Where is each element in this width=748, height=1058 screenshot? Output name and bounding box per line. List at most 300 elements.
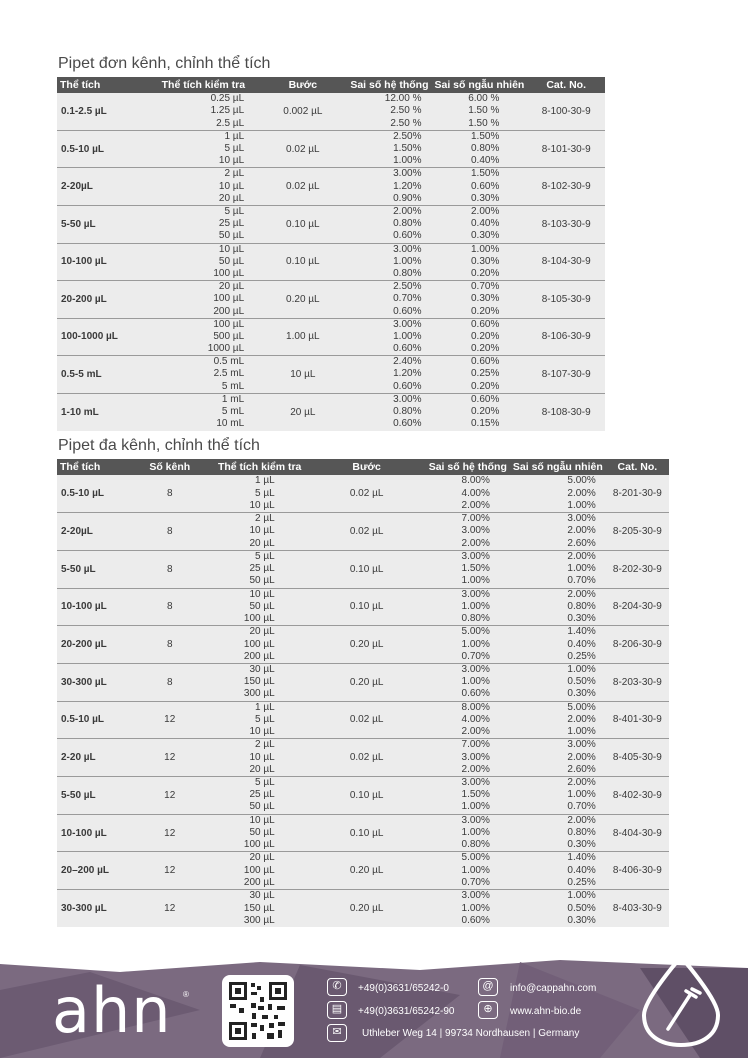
systematic-error-cell-value: 5.00% (461, 626, 490, 638)
column-header: Sai số ngẫu nhiên (510, 459, 606, 475)
systematic-error-cell-value: 8.00% (461, 701, 490, 713)
random-error-cell-value: 0.30% (470, 293, 500, 305)
test-volume-cell-value: 150 µL (243, 676, 275, 688)
channel-count-cell: 12 (164, 714, 176, 726)
volume-cell: 1-10 mL (61, 406, 99, 418)
column-header: Thể tích (57, 459, 135, 475)
cat-no-cell: 8-105-30-9 (541, 293, 591, 305)
channel-count-cell: 12 (164, 827, 176, 839)
test-volume-cell-value: 20 µL (218, 192, 245, 204)
random-error-cell-value: 0.30% (470, 255, 500, 267)
table-row (57, 243, 605, 281)
test-volume-cell-value: 150 µL (243, 902, 275, 914)
cat-no-cell: 8-202-30-9 (612, 563, 662, 575)
test-volume-cell-value: 2 µL (255, 739, 275, 751)
random-error-cell (431, 168, 527, 206)
systematic-error-cell-value: 1.00% (461, 826, 490, 838)
table-row (57, 475, 669, 513)
random-error-cell (510, 890, 606, 928)
random-error-cell (510, 663, 606, 701)
volume-cell: 0.5-10 µL (61, 488, 105, 500)
random-error-cell-value: 1.00% (567, 726, 596, 738)
systematic-error-cell-value: 1.20% (393, 180, 422, 192)
random-error-cell-value: 0.20% (470, 406, 500, 418)
test-volume-cell-value: 10 µL (249, 814, 275, 826)
random-error-cell (510, 550, 606, 588)
test-volume-cell-value: 200 µL (243, 876, 275, 888)
step-cell: 0.10 µL (349, 601, 384, 613)
test-volume-cell-value: 5 mL (221, 380, 245, 392)
random-error-cell-value: 0.60% (470, 318, 500, 330)
systematic-error-cell (419, 814, 510, 852)
column-header: Thể tích kiểm tra (145, 77, 263, 93)
random-error-cell-value: 0.50% (567, 676, 596, 688)
systematic-error-cell-value: 1.00% (461, 638, 490, 650)
systematic-error-cell-value: 3.00% (461, 525, 490, 537)
test-volume-cell-value: 0.25 µL (210, 93, 245, 105)
random-error-cell-value: 0.40% (470, 218, 500, 230)
step-cell: 0.02 µL (286, 181, 320, 193)
systematic-error-cell-value: 0.70% (461, 876, 490, 888)
test-volume-cell-value: 50 µL (218, 255, 245, 267)
single-channel-title: Pipet đơn kênh, chỉnh thể tích (58, 55, 271, 72)
column-header: Thể tích kiểm tra (205, 459, 315, 475)
channel-count-cell: 12 (164, 865, 176, 877)
random-error-cell (510, 814, 606, 852)
test-volume-cell-value: 10 µL (218, 180, 245, 192)
random-error-cell (510, 626, 606, 664)
systematic-error-cell-value: 0.80% (461, 613, 490, 624)
systematic-error-cell-value: 1.20% (393, 368, 422, 380)
test-volume-cell-value: 30 µL (249, 664, 275, 675)
systematic-error-cell (344, 243, 432, 281)
test-volume-cell-value: 300 µL (243, 914, 275, 926)
step-cell: 0.10 µL (286, 256, 320, 268)
step-cell: 0.002 µL (283, 105, 323, 117)
random-error-cell-value: 2.00% (567, 550, 596, 562)
systematic-error-cell-value: 7.00% (461, 739, 490, 751)
systematic-error-cell-value: 8.00% (461, 475, 490, 487)
step-cell: 0.02 µL (349, 752, 384, 764)
single-channel-table (57, 77, 605, 431)
address: Uthleber Weg 14 | 99734 Nordhausen | Germany (362, 1028, 580, 1039)
random-error-cell-value: 2.00% (567, 525, 596, 537)
systematic-error-cell-value: 2.50% (393, 130, 422, 142)
volume-cell: 100-1000 µL (61, 331, 118, 343)
column-header: Cat. No. (606, 459, 669, 475)
volume-cell: 30-300 µL (61, 676, 107, 688)
random-error-cell-value: 0.15% (470, 418, 500, 430)
systematic-error-cell-value: 1.00% (461, 676, 490, 688)
column-header: Thể tích (57, 77, 145, 93)
cat-no-cell: 8-203-30-9 (612, 676, 662, 688)
test-volume-cell-value: 10 µL (249, 751, 275, 763)
table-row (57, 814, 669, 852)
systematic-error-cell-value: 0.80% (393, 406, 422, 418)
random-error-cell-value: 0.30% (567, 613, 596, 624)
volume-cell: 2-20µL (61, 526, 93, 538)
test-volume-cell-value: 20 µL (249, 852, 275, 864)
random-error-cell-value: 5.00% (567, 701, 596, 713)
random-error-cell-value: 1.50% (470, 130, 500, 142)
step-cell: 20 µL (290, 406, 316, 418)
cat-no-cell: 8-205-30-9 (612, 526, 662, 538)
systematic-error-cell (419, 739, 510, 777)
random-error-cell (431, 130, 527, 168)
random-error-cell-value: 0.30% (567, 839, 596, 851)
table-row (57, 206, 605, 244)
cat-no-cell: 8-102-30-9 (541, 181, 591, 193)
volume-cell: 5-50 µL (61, 563, 96, 575)
test-volume-cell-value: 10 µL (249, 588, 275, 600)
test-volume-cell-value: 100 µL (213, 267, 245, 279)
test-volume-cell-value: 2 µL (255, 513, 275, 525)
step-cell: 0.20 µL (349, 676, 384, 688)
test-volume-cell-value: 300 µL (243, 688, 275, 700)
random-error-cell-value: 0.70% (567, 575, 596, 587)
test-volume-cell (205, 550, 315, 588)
test-volume-cell-value: 50 µL (218, 230, 245, 242)
test-volume-cell-value: 1 µL (255, 701, 275, 713)
website-link[interactable]: www.ahn-bio.de (510, 1006, 582, 1017)
random-error-cell-value: 2.00% (567, 777, 596, 789)
random-error-cell-value: 0.80% (567, 600, 596, 612)
email-link[interactable]: info@cappahn.com (510, 983, 597, 994)
test-volume-cell (205, 739, 315, 777)
multi-channel-title: Pipet đa kênh, chỉnh thể tích (58, 437, 260, 454)
test-volume-cell-value: 5 µL (255, 487, 275, 499)
step-cell: 0.02 µL (349, 526, 384, 538)
systematic-error-cell-value: 0.90% (393, 192, 422, 204)
random-error-cell (510, 777, 606, 815)
systematic-error-cell-value: 2.00% (461, 726, 490, 738)
table-row (57, 890, 669, 928)
systematic-error-cell-value: 0.80% (461, 839, 490, 851)
column-header: Số kênh (135, 459, 205, 475)
test-volume-cell-value: 1 µL (255, 475, 275, 487)
table-row (57, 626, 669, 664)
volume-cell: 0.5-10 µL (61, 143, 105, 155)
systematic-error-cell (419, 663, 510, 701)
step-cell: 1.00 µL (286, 331, 320, 343)
test-volume-cell-value: 2 µL (224, 168, 245, 180)
systematic-error-cell (419, 701, 510, 739)
random-error-cell-value: 2.00% (567, 751, 596, 763)
systematic-error-cell (344, 281, 432, 319)
column-header: Sai số ngẫu nhiên (431, 77, 527, 93)
fax-icon: ▤ (327, 1001, 347, 1019)
step-cell: 0.10 µL (286, 218, 320, 230)
random-error-cell (510, 513, 606, 551)
cat-no-cell: 8-404-30-9 (612, 827, 662, 839)
channel-count-cell: 12 (164, 789, 176, 801)
volume-cell: 2-20 µL (61, 752, 96, 764)
cat-no-cell: 8-405-30-9 (612, 752, 662, 764)
cat-no-cell: 8-204-30-9 (612, 601, 662, 613)
random-error-cell-value: 1.40% (567, 626, 596, 638)
fax-number[interactable]: +49(0)3631/65242-90 (358, 1006, 455, 1017)
test-volume-cell-value: 500 µL (213, 330, 245, 342)
test-volume-cell-value: 10 µL (249, 726, 275, 738)
systematic-error-cell (419, 852, 510, 890)
random-error-cell (431, 393, 527, 430)
test-volume-cell (205, 626, 315, 664)
systematic-error-cell (419, 777, 510, 815)
table-header-row (57, 459, 669, 475)
random-error-cell-value: 3.00% (567, 513, 596, 525)
systematic-error-cell-value: 7.00% (461, 513, 490, 525)
systematic-error-cell-value: 2.00% (393, 206, 422, 218)
random-error-cell-value: 6.00 % (468, 93, 500, 105)
volume-cell: 10-100 µL (61, 256, 107, 268)
systematic-error-cell (344, 356, 432, 394)
test-volume-cell (145, 243, 263, 281)
random-error-cell-value: 0.60% (470, 356, 500, 368)
table-row (57, 281, 605, 319)
random-error-cell-value: 1.00% (567, 890, 596, 902)
table-row (57, 777, 669, 815)
test-volume-cell-value: 100 µL (243, 638, 275, 650)
step-cell: 0.10 µL (349, 827, 384, 839)
cat-no-cell: 8-101-30-9 (541, 143, 591, 155)
systematic-error-cell-value: 1.00% (461, 902, 490, 914)
test-volume-cell-value: 100 µL (213, 318, 245, 330)
test-volume-cell (205, 777, 315, 815)
random-error-cell-value: 0.25% (567, 876, 596, 888)
test-volume-cell (205, 513, 315, 551)
test-volume-cell-value: 10 mL (216, 418, 245, 430)
random-error-cell-value: 2.00% (567, 814, 596, 826)
step-cell: 0.20 µL (349, 639, 384, 651)
systematic-error-cell-value: 3.00% (393, 168, 422, 180)
table-row (57, 318, 605, 356)
test-volume-cell-value: 5 µL (224, 206, 245, 218)
test-volume-cell-value: 50 µL (249, 600, 275, 612)
systematic-error-cell-value: 0.60% (393, 343, 422, 355)
test-volume-cell-value: 5 µL (255, 713, 275, 725)
step-cell: 10 µL (290, 369, 316, 381)
cat-no-cell: 8-403-30-9 (612, 903, 662, 915)
test-volume-cell-value: 50 µL (249, 575, 275, 587)
random-error-cell-value: 0.30% (470, 192, 500, 204)
random-error-cell (510, 701, 606, 739)
volume-cell: 5-50 µL (61, 218, 96, 230)
step-cell: 0.20 µL (349, 865, 384, 877)
channel-count-cell: 12 (164, 752, 176, 764)
systematic-error-cell-value: 3.00% (393, 318, 422, 330)
test-volume-cell-value: 5 µL (255, 777, 275, 789)
volume-cell: 0.5-10 µL (61, 714, 105, 726)
systematic-error-cell-value: 1.00% (393, 155, 422, 167)
systematic-error-cell-value: 0.60% (393, 418, 422, 430)
test-volume-cell-value: 5 µL (224, 143, 245, 155)
volume-cell: 20-200 µL (61, 639, 107, 651)
test-volume-cell-value: 30 µL (249, 890, 275, 902)
systematic-error-cell (419, 588, 510, 626)
random-error-cell-value: 1.00% (567, 499, 596, 511)
table-row (57, 663, 669, 701)
systematic-error-cell-value: 2.00% (461, 499, 490, 511)
random-error-cell-value: 0.40% (567, 864, 596, 876)
random-error-cell-value: 0.70% (470, 281, 500, 293)
table-row (57, 513, 669, 551)
test-volume-cell-value: 2.5 mL (213, 368, 245, 380)
systematic-error-cell-value: 1.00% (393, 330, 422, 342)
channel-count-cell: 8 (166, 526, 173, 538)
random-error-cell-value: 0.20% (470, 267, 500, 279)
random-error-cell (510, 475, 606, 513)
random-error-cell-value: 0.20% (470, 305, 500, 317)
channel-count-cell: 8 (166, 563, 173, 575)
at-icon: @ (478, 978, 498, 996)
random-error-cell-value: 2.00% (567, 588, 596, 600)
systematic-error-cell-value: 2.00% (461, 763, 490, 775)
volume-cell: 30-300 µL (61, 903, 107, 915)
systematic-error-cell-value: 4.00% (461, 713, 490, 725)
systematic-error-cell (419, 626, 510, 664)
column-header: Sai số hệ thống (419, 459, 510, 475)
systematic-error-cell-value: 2.50 % (390, 105, 422, 117)
test-volume-cell-value: 100 µL (243, 864, 275, 876)
systematic-error-cell-value: 4.00% (461, 487, 490, 499)
volume-cell: 0.1-2.5 µL (61, 105, 107, 117)
systematic-error-cell (419, 475, 510, 513)
random-error-cell-value: 1.40% (567, 852, 596, 864)
volume-cell: 2-20µL (61, 181, 93, 193)
systematic-error-cell (344, 168, 432, 206)
test-volume-cell (145, 356, 263, 394)
systematic-error-cell-value: 2.50% (393, 281, 422, 293)
test-volume-cell-value: 25 µL (218, 218, 245, 230)
random-error-cell (431, 243, 527, 281)
systematic-error-cell-value: 3.00% (461, 664, 490, 675)
random-error-cell-value: 1.50 % (468, 105, 500, 117)
test-volume-cell-value: 25 µL (249, 789, 275, 801)
random-error-cell (431, 281, 527, 319)
random-error-cell-value: 0.40% (470, 155, 500, 167)
channel-count-cell: 8 (166, 639, 173, 651)
test-volume-cell-value: 50 µL (249, 801, 275, 813)
test-volume-cell-value: 5 µL (255, 550, 275, 562)
test-volume-cell-value: 50 µL (249, 826, 275, 838)
cat-no-cell: 8-206-30-9 (612, 639, 662, 651)
volume-cell: 20-200 µL (61, 293, 107, 305)
systematic-error-cell-value: 1.00% (461, 600, 490, 612)
systematic-error-cell (419, 513, 510, 551)
systematic-error-cell (344, 393, 432, 430)
test-volume-cell (205, 852, 315, 890)
systematic-error-cell (344, 93, 432, 130)
test-volume-cell (145, 318, 263, 356)
test-volume-cell-value: 1 µL (224, 130, 245, 142)
random-error-cell (431, 356, 527, 394)
qr-code (222, 975, 294, 1047)
random-error-cell-value: 0.20% (470, 343, 500, 355)
channel-count-cell: 8 (166, 676, 173, 688)
cat-no-cell: 8-103-30-9 (541, 218, 591, 230)
random-error-cell-value: 0.60% (470, 393, 500, 405)
step-cell: 0.10 µL (349, 563, 384, 575)
systematic-error-cell-value: 1.00% (461, 801, 490, 813)
test-volume-cell (205, 475, 315, 513)
cat-no-cell: 8-108-30-9 (541, 406, 591, 418)
test-volume-cell-value: 1 mL (221, 393, 245, 405)
test-volume-cell-value: 2.5 µL (216, 117, 245, 129)
test-volume-cell-value: 1000 µL (207, 343, 245, 355)
random-error-cell-value: 2.00% (567, 487, 596, 499)
table-row (57, 852, 669, 890)
column-header: Bước (315, 459, 419, 475)
registered-mark: ® (183, 990, 189, 999)
random-error-cell-value: 1.00% (567, 563, 596, 575)
cat-no-cell: 8-406-30-9 (612, 865, 662, 877)
random-error-cell-value: 0.20% (470, 380, 500, 392)
random-error-cell (510, 852, 606, 890)
systematic-error-cell-value: 0.60% (393, 305, 422, 317)
random-error-cell-value: 5.00% (567, 475, 596, 487)
multi-channel-table (57, 459, 669, 927)
systematic-error-cell-value: 0.60% (461, 688, 490, 700)
table-row (57, 93, 605, 130)
cat-no-cell: 8-106-30-9 (541, 331, 591, 343)
systematic-error-cell-value: 3.00% (461, 777, 490, 789)
systematic-error-cell-value: 3.00% (461, 890, 490, 902)
systematic-error-cell-value: 1.50% (461, 563, 490, 575)
test-volume-cell (145, 93, 263, 130)
systematic-error-cell-value: 0.60% (393, 380, 422, 392)
test-volume-cell (205, 588, 315, 626)
mail-icon: ✉ (327, 1024, 347, 1042)
systematic-error-cell-value: 1.00% (461, 864, 490, 876)
random-error-cell-value: 0.40% (567, 638, 596, 650)
random-error-cell-value: 0.25% (567, 650, 596, 662)
systematic-error-cell-value: 3.00% (461, 814, 490, 826)
systematic-error-cell-value: 0.60% (461, 914, 490, 926)
random-error-cell-value: 2.00% (567, 713, 596, 725)
systematic-error-cell-value: 0.70% (461, 650, 490, 662)
systematic-error-cell-value: 0.60% (393, 230, 422, 242)
pipette-drop-icon (638, 955, 724, 1047)
table-header-row (57, 77, 605, 93)
random-error-cell-value: 1.00% (567, 664, 596, 675)
random-error-cell-value: 0.30% (567, 688, 596, 700)
cat-no-cell: 8-100-30-9 (541, 105, 591, 117)
random-error-cell-value: 0.30% (470, 230, 500, 242)
test-volume-cell (205, 890, 315, 928)
random-error-cell (510, 739, 606, 777)
cat-no-cell: 8-402-30-9 (612, 789, 662, 801)
test-volume-cell-value: 10 µL (249, 525, 275, 537)
systematic-error-cell (344, 130, 432, 168)
test-volume-cell-value: 100 µL (243, 613, 275, 624)
random-error-cell (431, 206, 527, 244)
phone-number[interactable]: +49(0)3631/65242-0 (358, 983, 449, 994)
cat-no-cell: 8-201-30-9 (612, 488, 662, 500)
step-cell: 0.02 µL (349, 488, 384, 500)
column-header: Cat. No. (527, 77, 605, 93)
table-row (57, 550, 669, 588)
random-error-cell-value: 1.00% (567, 789, 596, 801)
step-cell: 0.10 µL (349, 789, 384, 801)
random-error-cell-value: 0.70% (567, 801, 596, 813)
random-error-cell (431, 318, 527, 356)
random-error-cell-value: 0.25% (470, 368, 500, 380)
random-error-cell (431, 93, 527, 130)
systematic-error-cell-value: 1.50% (393, 143, 422, 155)
volume-cell: 5-50 µL (61, 789, 96, 801)
systematic-error-cell-value: 3.00% (393, 393, 422, 405)
column-header: Sai số hệ thống (344, 77, 432, 93)
